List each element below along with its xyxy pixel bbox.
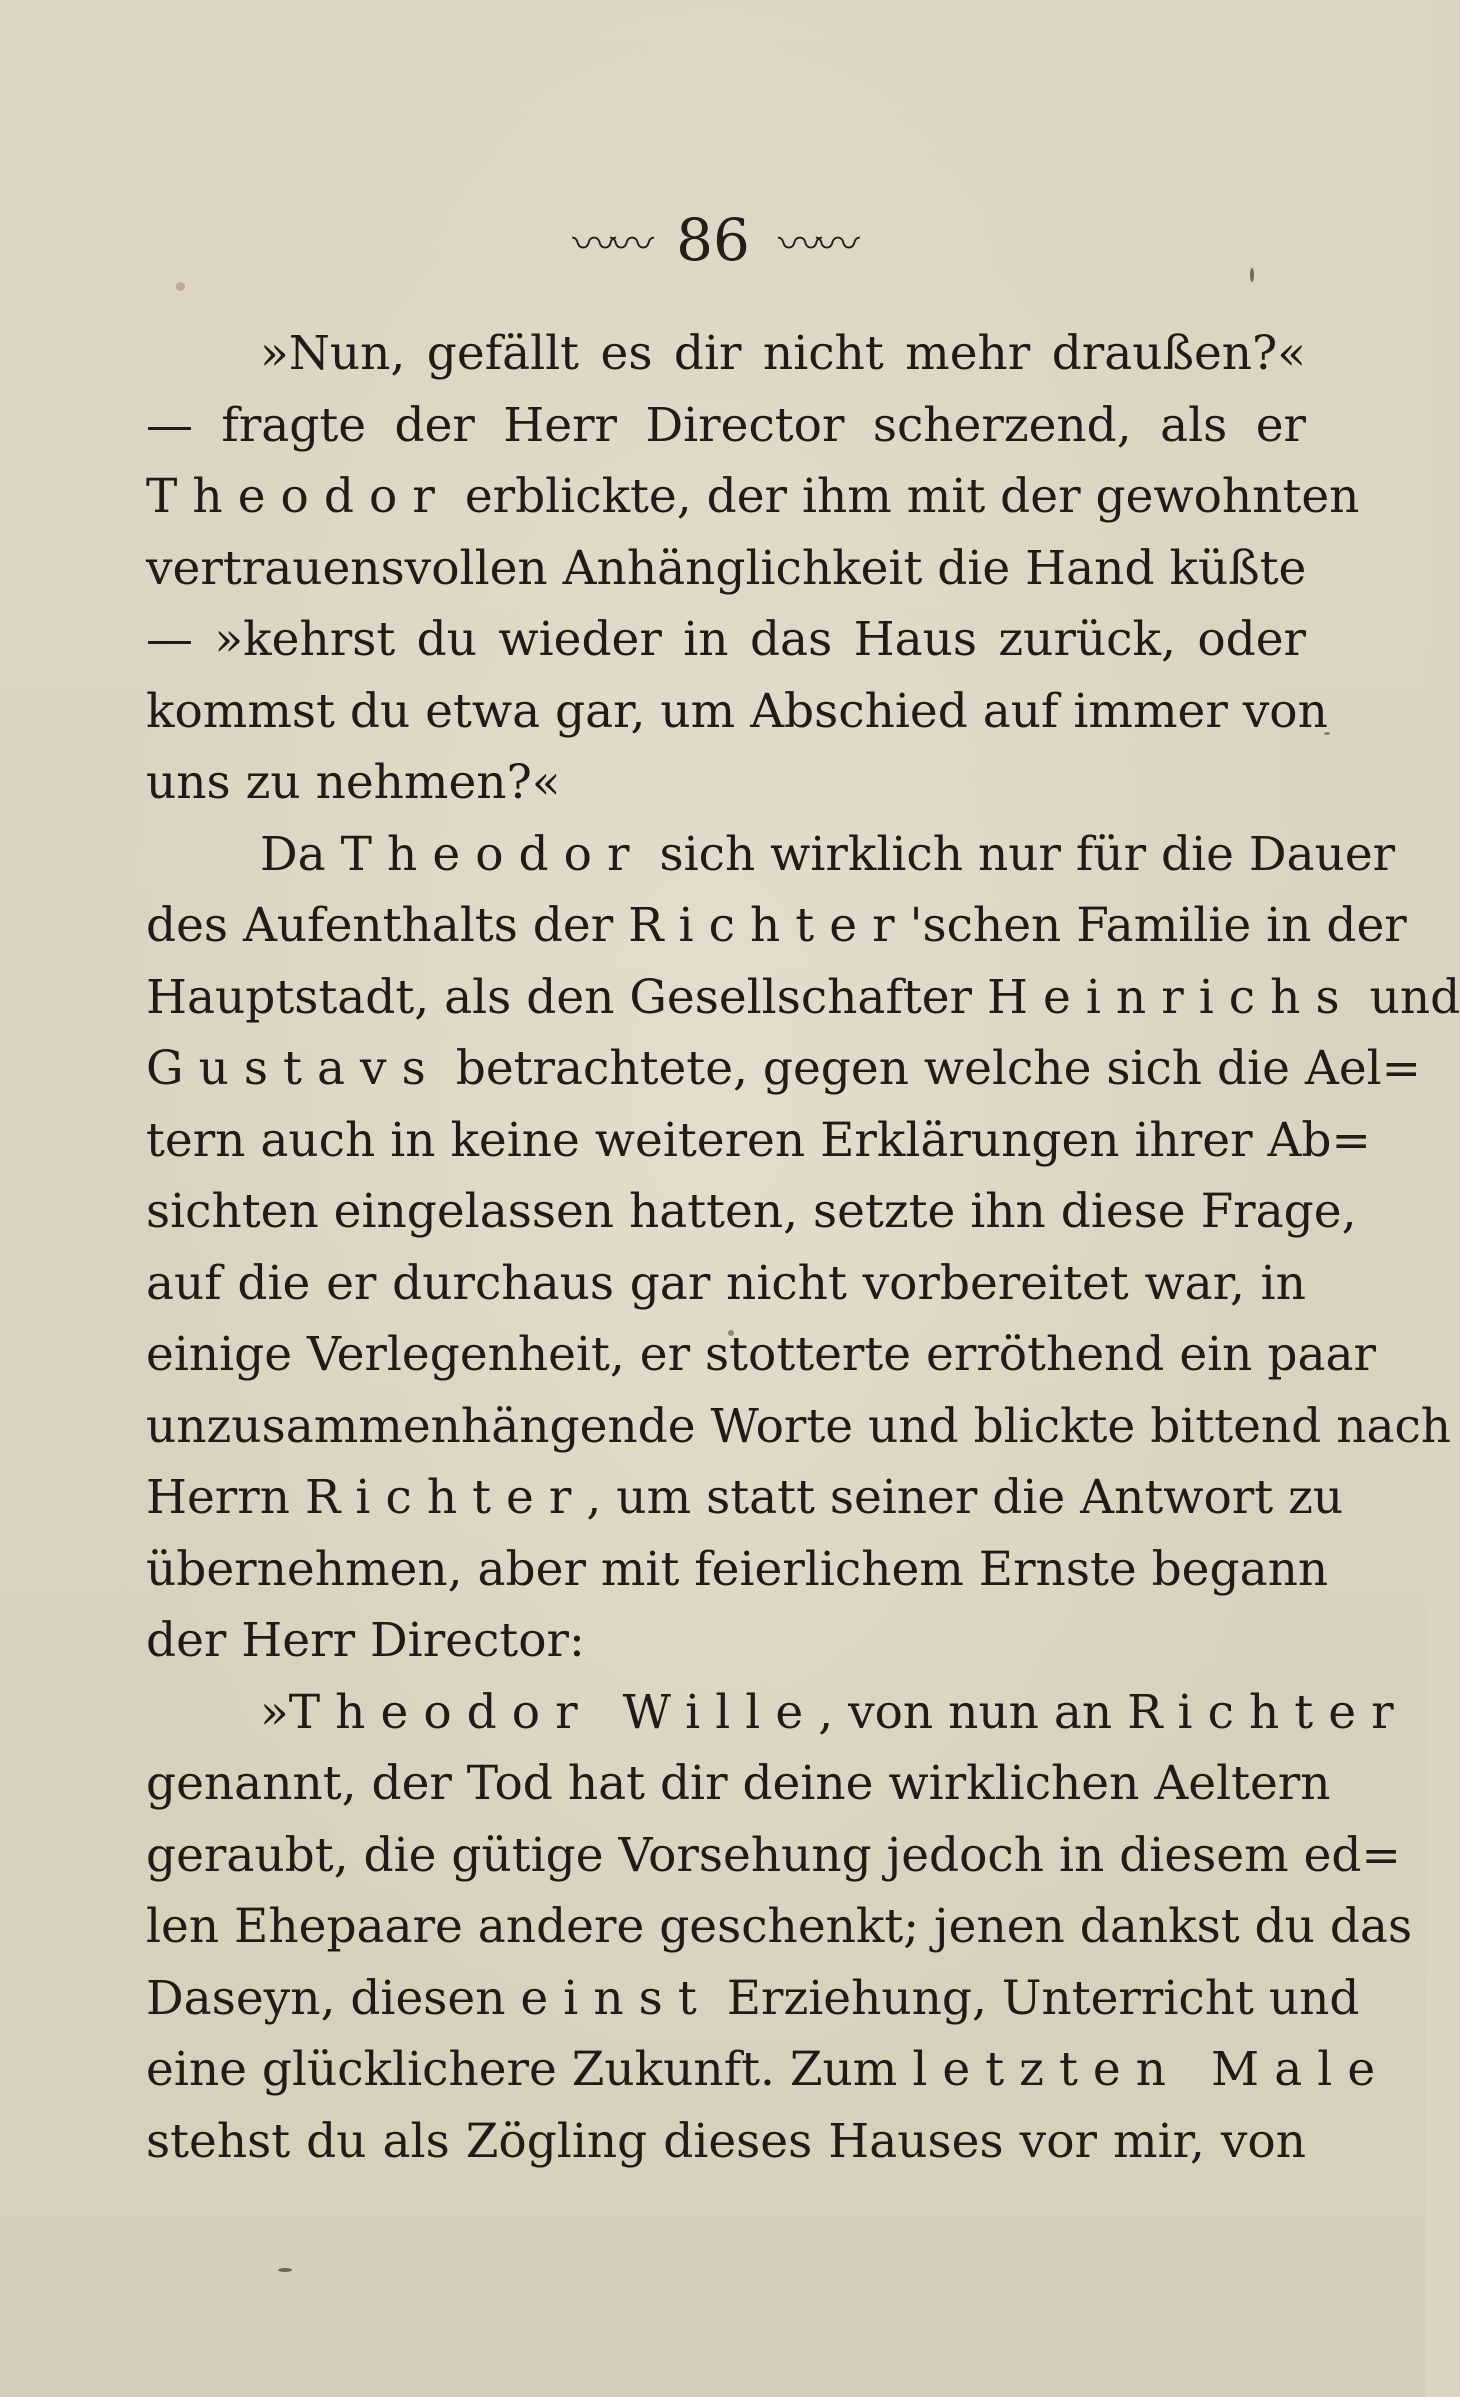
text-line (146, 533, 1306, 605)
text-line (146, 1248, 1306, 1320)
ornament-left: 〰〰 (572, 218, 649, 270)
text-segment: Da (260, 826, 341, 882)
text-line (146, 962, 1460, 1034)
text-body (146, 318, 1460, 2177)
text-line (146, 1105, 1371, 1177)
text-segment: uns zu nehmen?« (146, 755, 561, 810)
text-segment: unzusammenhängende Worte und blickte bittend nach (146, 1398, 1452, 1454)
text-segment: übernehmen, aber mit feierlichem Ernste begann (146, 1541, 1329, 1597)
text-line (146, 1748, 1331, 1820)
text-line (146, 1891, 1413, 1963)
text-segment: vertrauensvollen Anhänglichkeit die Hand küßte (146, 540, 1307, 596)
text-segment: , von nun an (818, 1684, 1128, 1740)
text-line (146, 1462, 1344, 1534)
text-line (146, 2106, 1306, 2178)
text-segment: len Ehepaare andere geschenkt; jenen dankst du das (146, 1899, 1413, 1954)
paper-stain (278, 2268, 292, 2272)
text-line (146, 1033, 1422, 1105)
text-segment: erblickte, der ihm mit der gewohnten (449, 469, 1360, 524)
text-segment: — fragte der Herr Director scherzend, als er (146, 397, 1306, 453)
text-line (146, 604, 1306, 676)
text-line (146, 747, 1306, 819)
text-line (146, 1605, 1306, 1677)
spaced-name: Theodor (340, 826, 645, 882)
text-line (146, 461, 1360, 533)
text-segment: — »kehrst du wieder in das Haus zurück, oder (146, 612, 1306, 667)
text-segment: und (1354, 969, 1460, 1025)
text-segment: Daseyn, diesen (146, 1970, 521, 2026)
text-segment: eine glücklichere Zukunft. Zum (146, 2042, 913, 2097)
text-segment: , um statt seiner die Antwort zu (586, 1470, 1344, 1525)
page-header (0, 200, 1426, 285)
text-segment: 'schen Familie in der (909, 898, 1407, 953)
ornament-right: 〰〰 (777, 218, 854, 270)
text-segment: sich wirklich nur für die Dauer (644, 826, 1396, 882)
text-segment: genannt, der Tod hat dir deine wirklichen Aeltern (146, 1756, 1331, 1811)
spaced-name: Gustavs (146, 1041, 441, 1096)
text-line (146, 890, 1407, 962)
text-segment: sichten eingelassen hatten, setzte ihn diese Frage, (146, 1184, 1357, 1239)
spaced-name: Heinrichs (986, 969, 1355, 1025)
spaced-name: Theodor (146, 469, 450, 524)
text-line (146, 1534, 1329, 1606)
spaced-name: letzten Male (912, 2042, 1391, 2097)
spaced-name: Richter (1127, 1684, 1409, 1740)
text-line (146, 676, 1328, 748)
text-segment: » (260, 1684, 289, 1740)
text-line (146, 1176, 1357, 1248)
text-segment: Herrn (146, 1470, 305, 1525)
text-segment: einige Verlegenheit, er stotterte erröthend ein paar (146, 1327, 1376, 1382)
text-segment: Erziehung, Unterricht und (711, 1970, 1360, 2026)
text-line (146, 1391, 1452, 1463)
spaced-name: Richter (628, 898, 910, 953)
text-segment: kommst du etwa gar, um Abschied auf immer von (146, 683, 1328, 739)
text-segment: des Aufenthalts der (146, 898, 629, 953)
spaced-name: einst (520, 1970, 712, 2026)
page-number: 86 (676, 206, 750, 274)
text-line (146, 819, 1396, 891)
text-segment: betrachtete, gegen welche sich die Ael= (440, 1041, 1422, 1096)
text-line (146, 1820, 1401, 1892)
text-line (146, 1319, 1376, 1391)
spaced-name: Theodor Wille (288, 1684, 819, 1740)
text-segment: der Herr Director: (146, 1613, 585, 1668)
text-line (146, 1677, 1409, 1749)
text-segment: stehst du als Zögling dieses Hauses vor mir, von (146, 2113, 1306, 2169)
text-line (146, 2034, 1391, 2106)
spaced-name: Richter (304, 1470, 587, 1525)
text-segment: »Nun, gefällt es dir nicht mehr draußen?« (260, 326, 1306, 381)
text-segment: geraubt, die gütige Vorsehung jedoch in diesem ed= (146, 1827, 1401, 1883)
text-segment: auf die er durchaus gar nicht vorbereitet war, in (146, 1255, 1306, 1311)
text-line (146, 1963, 1360, 2035)
text-line (146, 318, 1306, 390)
text-line (146, 390, 1306, 462)
text-segment: tern auch in keine weiteren Erklärungen ihrer Ab= (146, 1112, 1371, 1168)
text-segment: Hauptstadt, als den Gesellschafter (146, 969, 987, 1025)
